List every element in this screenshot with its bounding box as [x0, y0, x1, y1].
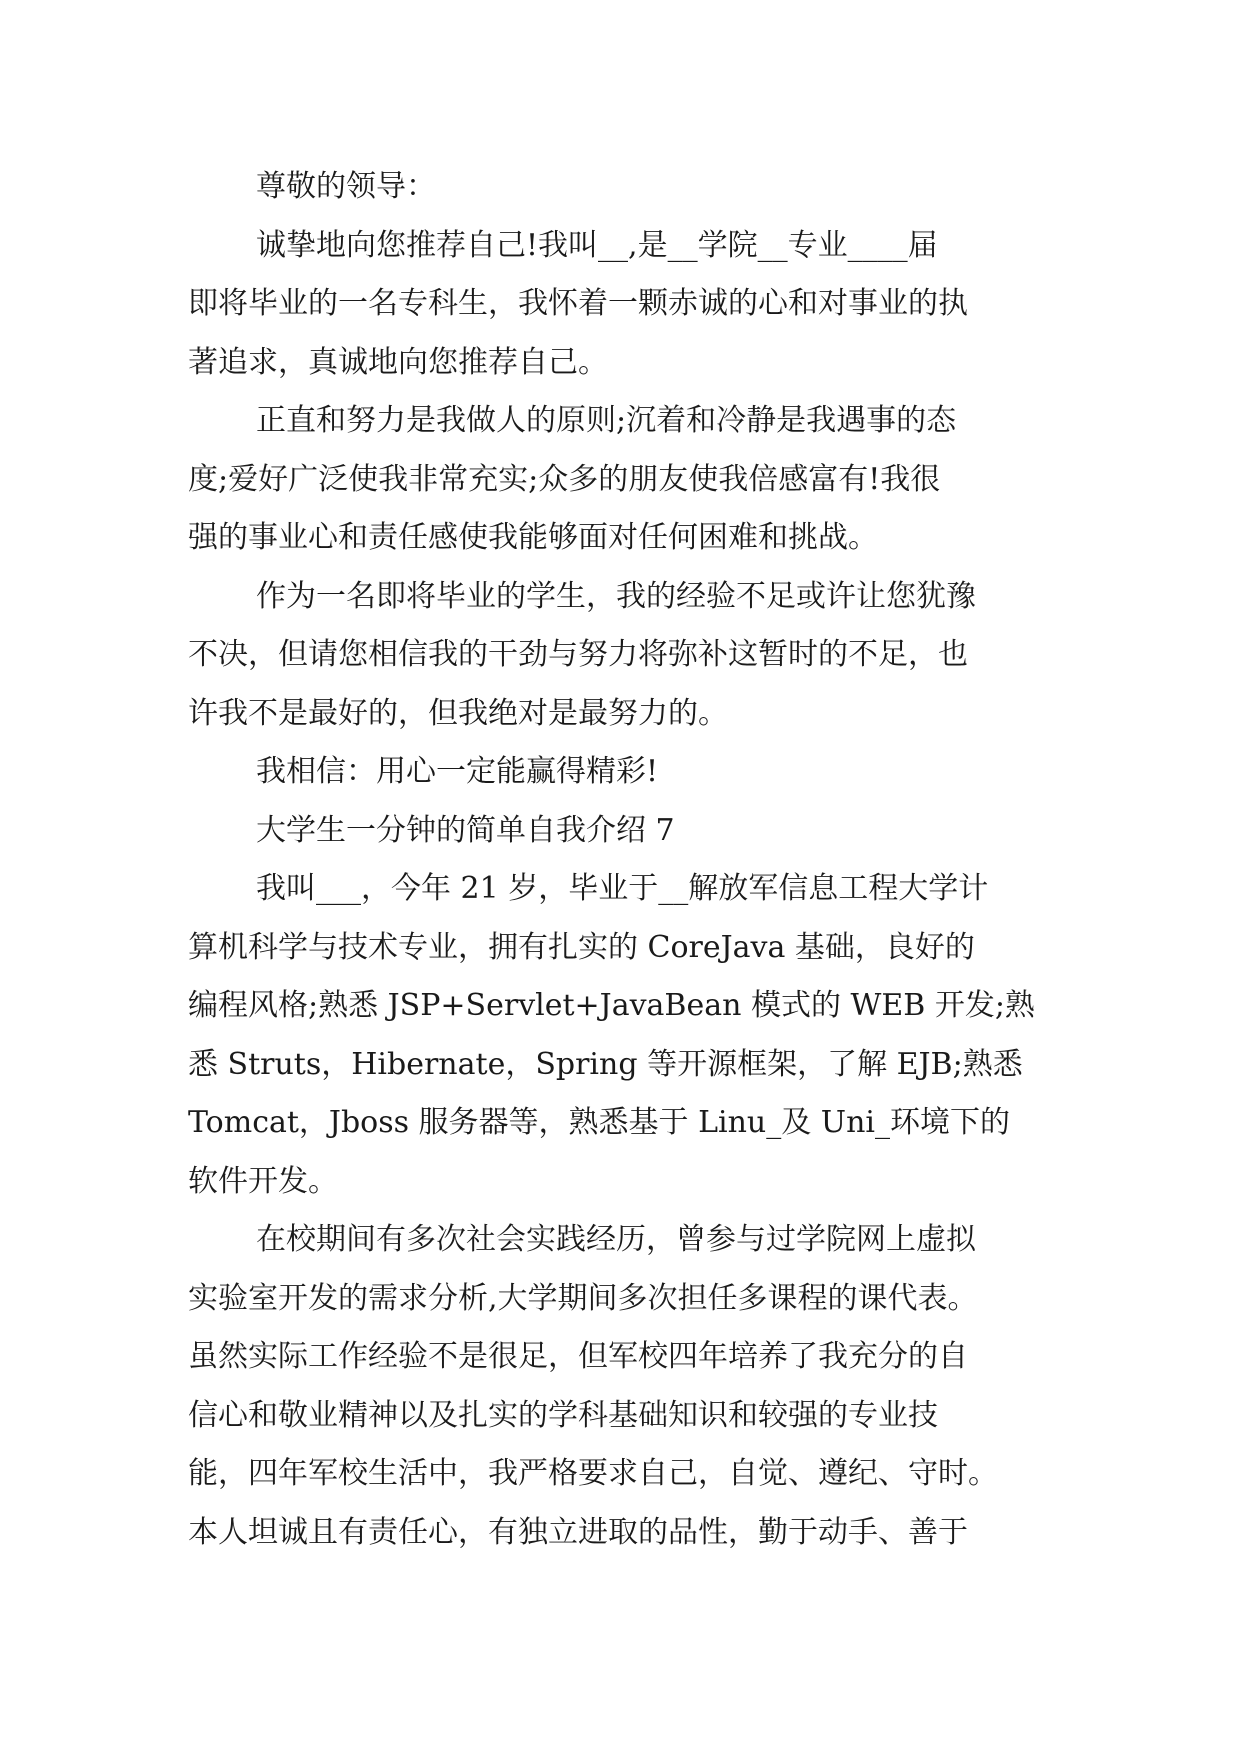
text-line: 悉 Struts，Hibernate，Spring 等开源框架，了解 EJB;熟悉: [188, 1046, 1023, 1082]
text-line: 信心和敬业精神以及扎实的学科基础知识和较强的专业技: [188, 1397, 938, 1433]
text-line: 大学生一分钟的简单自我介绍 7: [256, 812, 675, 848]
text-line: 诚挚地向您推荐自己!我叫__,是__学院__专业____届: [256, 227, 938, 263]
text-line: 我相信：用心一定能赢得精彩!: [256, 754, 659, 789]
text-line: 能，四年军校生活中，我严格要求自己，自觉、遵纪、守时。: [188, 1456, 998, 1491]
text-line: Tomcat，Jboss 服务器等，熟悉基于 Linu_及 Uni_环境下的: [188, 1105, 1010, 1140]
text-line: 软件开发。: [188, 1163, 338, 1199]
document-body: [188, 158, 1048, 1562]
text-line: 本人坦诚且有责任心，有独立进取的品性，勤于动手、善于: [188, 1514, 968, 1550]
text-line: 度;爱好广泛使我非常充实;众多的朋友使我倍感富有!我很: [188, 461, 941, 497]
text-line: 不决，但请您相信我的干劲与努力将弥补这暂时的不足，也: [188, 637, 968, 672]
text-line: 编程风格;熟悉 JSP+Servlet+JavaBean 模式的 WEB 开发;熟: [188, 988, 1035, 1023]
text-line: 实验室开发的需求分析,大学期间多次担任多课程的课代表。: [188, 1280, 978, 1316]
text-line: 在校期间有多次社会实践经历，曾参与过学院网上虚拟: [256, 1222, 976, 1257]
text-line: 尊敬的领导：: [256, 169, 436, 204]
text-line: 正直和努力是我做人的原则;沉着和冷静是我遇事的态: [256, 403, 957, 438]
text-line: 我叫___，今年 21 岁，毕业于__解放军信息工程大学计: [256, 871, 989, 906]
text-line: 强的事业心和责任感使我能够面对任何困难和挑战。: [188, 520, 878, 555]
text-line: 虽然实际工作经验不是很足，但军校四年培养了我充分的自: [188, 1339, 968, 1374]
text-line: 即将毕业的一名专科生，我怀着一颗赤诚的心和对事业的执: [188, 286, 968, 321]
text-line: 算机科学与技术专业，拥有扎实的 CoreJava 基础，良好的: [188, 929, 975, 965]
text-line: 作为一名即将毕业的学生，我的经验不足或许让您犹豫: [256, 578, 976, 614]
text-line: 著追求，真诚地向您推荐自己。: [188, 344, 608, 380]
text-line: 许我不是最好的，但我绝对是最努力的。: [188, 695, 728, 731]
